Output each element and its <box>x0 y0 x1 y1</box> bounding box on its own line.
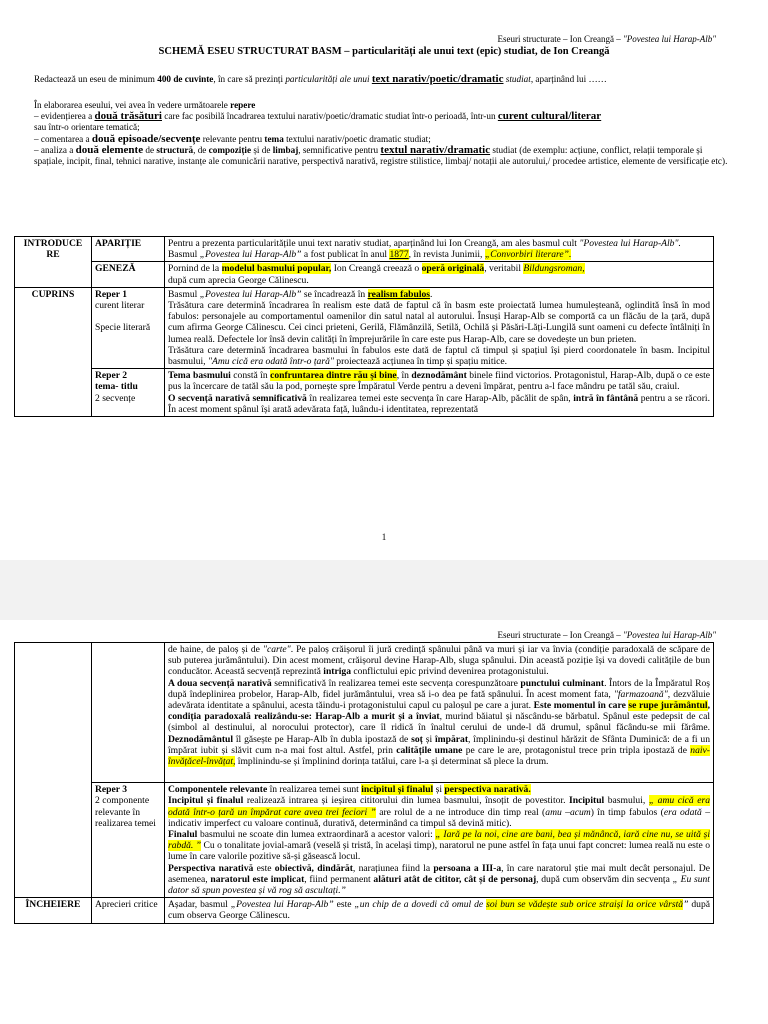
page-number: 1 <box>381 532 387 542</box>
geneza-text: Pornind de la modelul basmului popular, Ion Creangă creează o operă originală, veritabil Bildungsroman, după cum aprecia George Călinescu. <box>165 262 714 287</box>
incheiere-text: Așadar, basmul „Povestea lui Harap-Alb” este „un chip de a dovedi că omul de soi bun se vădește sub orice straiși la orice vârstă” după cum observa George Călinescu. <box>165 898 714 923</box>
reper-2-cont-label <box>92 643 165 783</box>
page-2 <box>0 620 768 1024</box>
cuprins-cont <box>15 643 92 898</box>
requirement-1: – evidențierea a două trăsături care fac posibilă încadrarea textului narativ/poetic/dramatic studiat într-o perioadă, într-un curent cultural/literar <box>34 110 602 123</box>
requirement-2: – comentarea a două episoade/secvențe relevante pentru tema textului narativ/poetic dramatic studiat; <box>34 132 431 145</box>
reper-3-text: Componentele relevante în realizarea temei sunt incipitul și finalul și perspectiva narativă. Incipitul și finalul realizează intrarea și ieșirea cititorului din lumea basmului, însoțit de povestitor. Incipitul basmului, „ amu cică era odată într-o țară un împărat care avea trei feciori ” are rolul de a ne introduce din timp real (amu –acum) în timp fabulos (era odată – indicativ imperfect cu valoare continuă, durativă, determinând ca timpul să devină mitic). Finalul basmului ne scoate din lumea extraordinară a acestor valori: „ Iară pe la noi, cine are bani, bea și mănâncă, iară cine nu, se uită și rabdă. ” Cu o tonalitate jovial-amară (veselă și tristă, în același timp), naratorul ne pune astfel în fața unui fapt concret: lumea reală nu este o lume în care valorile pozitive să-și găsească locul. Perspectiva narativă este obiectivă, dindărăt, narațiunea fiind la persoana a III-a, în care naratorul știe mai mult decât personajul. De asemenea, naratorul este implicat, fiind permanent alături atât de cititor, cât și de personaj, după cum observăm din secvența „ Eu sunt dator să spun povestea și vă rog să ascultați.” <box>165 783 714 898</box>
requirements <box>34 100 734 167</box>
reper-2-label: Reper 2 tema- titlu 2 secvențe <box>92 369 165 417</box>
cuprins-label: CUPRINS <box>15 287 92 416</box>
reper-2-text: Tema basmului constă în confruntarea dintre rău și bine, în deznodământ binele fiind victorios. Protagonistul, Harap-Alb, după o ce este pus la încercare de tatăl său la pod, pornește spre Împăratul Verde pentru a deveni împărat, pentru a-l face mândru pe tatăl său, craiul. O secvență narativă semnificativă în realizarea temei este secvența în care Harap-Alb, păcălit de spân, intră în fântână pentru a se răcori. În acest moment spânul își arată adevărata față, luându-i identitatea, reprezentată <box>165 369 714 417</box>
requirements-lead: În elaborarea eseului, vei avea în vedere următoarele repere <box>34 100 256 110</box>
aparitie-label: APARIȚIE <box>92 237 165 262</box>
aprecieri-label: Aprecieri critice <box>92 898 165 923</box>
geneza-label: GENEZĂ <box>92 262 165 287</box>
aparitie-text: Pentru a prezenta particularitățile unui text narativ studiat, aparținând lui Ion Creangă, am ales basmul cult "Povestea lui Harap-Alb". Basmul „Povestea lui Harap-Alb” a fost publicat în anul 1877, în revista Junimii, „Convorbiri literare”. <box>165 237 714 262</box>
reper-2-cont-text: de haine, de paloș și de "carte". Pe paloș crăișorul îi jură credință spânului până va muri și iar va învia (condiție paradoxală de scăpare de sub puterea jurământului). Din acest moment, crăișorul devine Harap-Alb, sluga spânului. Din această poziție își va dovedi calitățile de bun conducător. Această secvență reprezintă intriga conflictului epic privind devenirea protagonistului. A doua secvență narativă semnificativă în realizarea temei este secvența corespunzătoare punctului culminant. Întors de la Împăratul Roș după îndeplinirea probelor, Harap-Alb, fidel jurământului, vrea să i-o dea pe fată spânului. În acest moment fata, "farmazoană", dezvăluie adevărata identitate a spânului, acesta tăindu-i protagonistului capul cu paloșul pe care a jurat. Este momentul în care se rupe jurământul, condiția paradoxală realizându-se: Harap-Alb a murit și a înviat, murind băiatul și născându-se bărbatul. Spânul este pedepsit de cal (simbol al destinului, al norocului protector), care îl ridică în înaltul cerului de unde-l dă drumul, spânul făcându-se mii fărâme. Deznodământul îl găsește pe Harap-Alb în dubla ipostază de soț și împărat, împlinindu-și destinul hărăzit de Sfânta Duminică: de a fi un împărat iubit și slăvit cum n-a mai fost altul. Astfel, prin calitățile umane pe care le are, protagonistul trece prin tripla ipostază de naiv-învățăcel-învățat, împlinindu-se și împlinind dorința tatălui, care l-a și determinat să plece la drum. <box>165 643 714 783</box>
reper-1-label: Reper 1 curent literar Specie literară <box>92 287 165 368</box>
running-header: Eseuri structurate – Ion Creangă – "Povestea lui Harap-Alb" <box>497 34 716 44</box>
page-gap <box>0 560 768 620</box>
introducere-label: INTRODUCE RE <box>15 237 92 288</box>
reper-1-text: Basmul „Povestea lui Harap-Alb” se încadrează în realism fabulos. Trăsătura care determină încadrarea în realism este dată de faptul că în basm este proiectată lumea humuleșteană, oglindită însă în mod fabulos: personajele au comportamentul oamenilor din satul natal al autorului. Însuși Harap-Alb se comportă ca un flăcău de la țară, după cum afirma George Călinescu. Cei cinci prieteni, Gerilă, Flămânzilă, Setilă, Ochilă și Păsări-Lăți-Lungilă sunt oameni cu defecte întâlniți în lumea reală. Defectele lor însă devin calități în împrejurările în care este pus Harap-Alb, care se dovedește un bun prieten. Trăsătura care determină încadrarea basmului în fabulos este dată de faptul că timpul și spațiul își pierd coordonatele în basm. Incipitul basmului, "Amu cică era odată într-o țară" proiectează acțiunea în timp și spațiu mitice. <box>165 287 714 368</box>
task-statement: Redactează un eseu de minimum 400 de cuvinte, în care să prezinți particularități ale unui text narativ/poetic/dramatic studiat, aparținând lui …… <box>34 73 607 85</box>
incheiere-label: ÎNCHEIERE <box>15 898 92 923</box>
requirement-1-cont: sau într-o orientare tematică; <box>34 122 140 133</box>
document-title: SCHEMĂ ESEU STRUCTURAT BASM – particularități ale unui text (epic) studiat, de Ion Creangă <box>158 46 610 57</box>
essay-table-part-1 <box>14 236 714 417</box>
essay-table-part-2 <box>14 642 714 924</box>
reper-3-label: Reper 3 2 componente relevante în realizarea temei <box>92 783 165 898</box>
requirement-3: – analiza a două elemente de structură, de compoziție și de limbaj, semnificative pentru textul narativ/dramatic studiat (de exemplu: acțiune, conflict, relații temporale și spațiale, incipit, final, tehnici narative, instanțe ale comunicării narative, perspectivă narativă, registre stilistice, limbaj/ notații ale autorului,/ procedee artistice, elemente de versificație etc). <box>34 143 728 167</box>
running-header: Eseuri structurate – Ion Creangă – "Povestea lui Harap-Alb" <box>497 630 716 640</box>
